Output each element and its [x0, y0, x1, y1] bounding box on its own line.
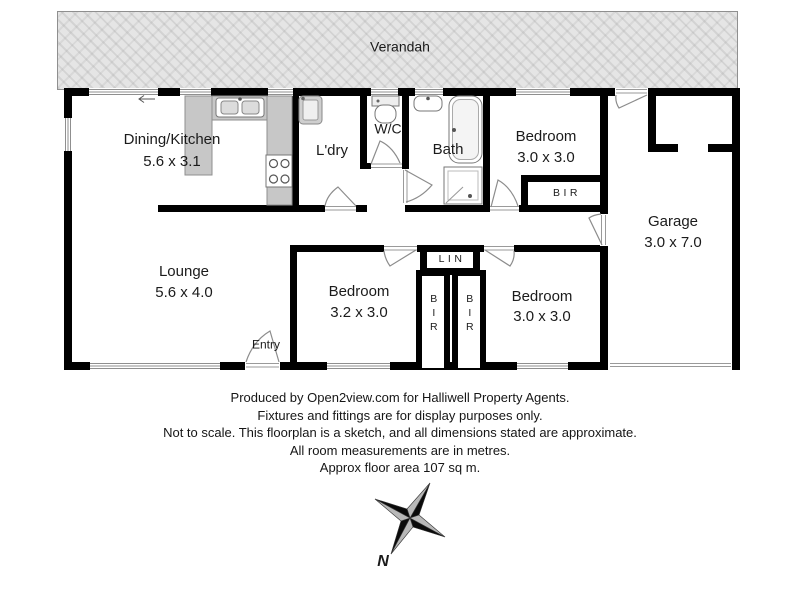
toilet [372, 96, 399, 123]
verandah-garage-door-arc [616, 95, 647, 108]
compass-north-label: N [377, 553, 389, 571]
dining-kitchen-dims: 5.6 x 3.1 [143, 152, 201, 170]
kitchen-faucet [238, 97, 242, 101]
disclaimer-line: Approx floor area 107 sq m. [319, 460, 481, 475]
kitchen-bench [139, 96, 292, 206]
bath-door-arc [405, 170, 432, 202]
laundry-trough [299, 96, 322, 124]
garage-label: Garage [647, 212, 699, 230]
laundry-door-arc [325, 187, 356, 206]
compass-rose [375, 483, 445, 554]
wc-label: W/C [374, 120, 402, 137]
bedroom-right-dims: 3.0 x 3.0 [513, 307, 571, 325]
arrow-icon [139, 96, 155, 103]
lounge-dims: 5.6 x 4.0 [155, 283, 213, 301]
bir-right-label: BIR [463, 293, 476, 335]
dining-kitchen-label: Dining/Kitchen [123, 130, 221, 148]
laundry-label: L'dry [315, 141, 349, 159]
bedroom-left-dims: 3.2 x 3.0 [330, 303, 388, 321]
bedroom-right-label: Bedroom [511, 287, 573, 305]
disclaimer-line: Not to scale. This floorplan is a sketch, and all dimensions stated are approximate. [163, 425, 637, 440]
bedroom-top-dims: 3.0 x 3.0 [517, 148, 575, 166]
shower [444, 167, 482, 204]
bedroom-left-door-arc [384, 250, 416, 266]
verandah-label: Verandah [370, 38, 430, 55]
wc-door-arc [371, 141, 400, 164]
bir-top-label: BIR [552, 187, 582, 200]
disclaimer-block [0, 389, 800, 477]
bedroom-right-door-arc [485, 250, 514, 266]
disclaimer-line: Produced by Open2view.com for Halliwell Property Agents. [230, 390, 570, 405]
entry-label: Entry [251, 337, 281, 352]
lin-label: LIN [438, 253, 466, 266]
bir-left-label: BIR [427, 293, 440, 335]
bedroom-top-door-arc [491, 180, 518, 207]
lounge-label: Lounge [158, 262, 210, 280]
garage-dims: 3.0 x 7.0 [644, 233, 702, 251]
bedroom-left-label: Bedroom [328, 282, 390, 300]
disclaimer-line: All room measurements are in metres. [289, 442, 511, 458]
bedroom-top-label: Bedroom [515, 127, 577, 145]
bath-label: Bath [432, 140, 464, 158]
disclaimer-line: Fixtures and fittings are for display purposes only. [257, 407, 543, 423]
